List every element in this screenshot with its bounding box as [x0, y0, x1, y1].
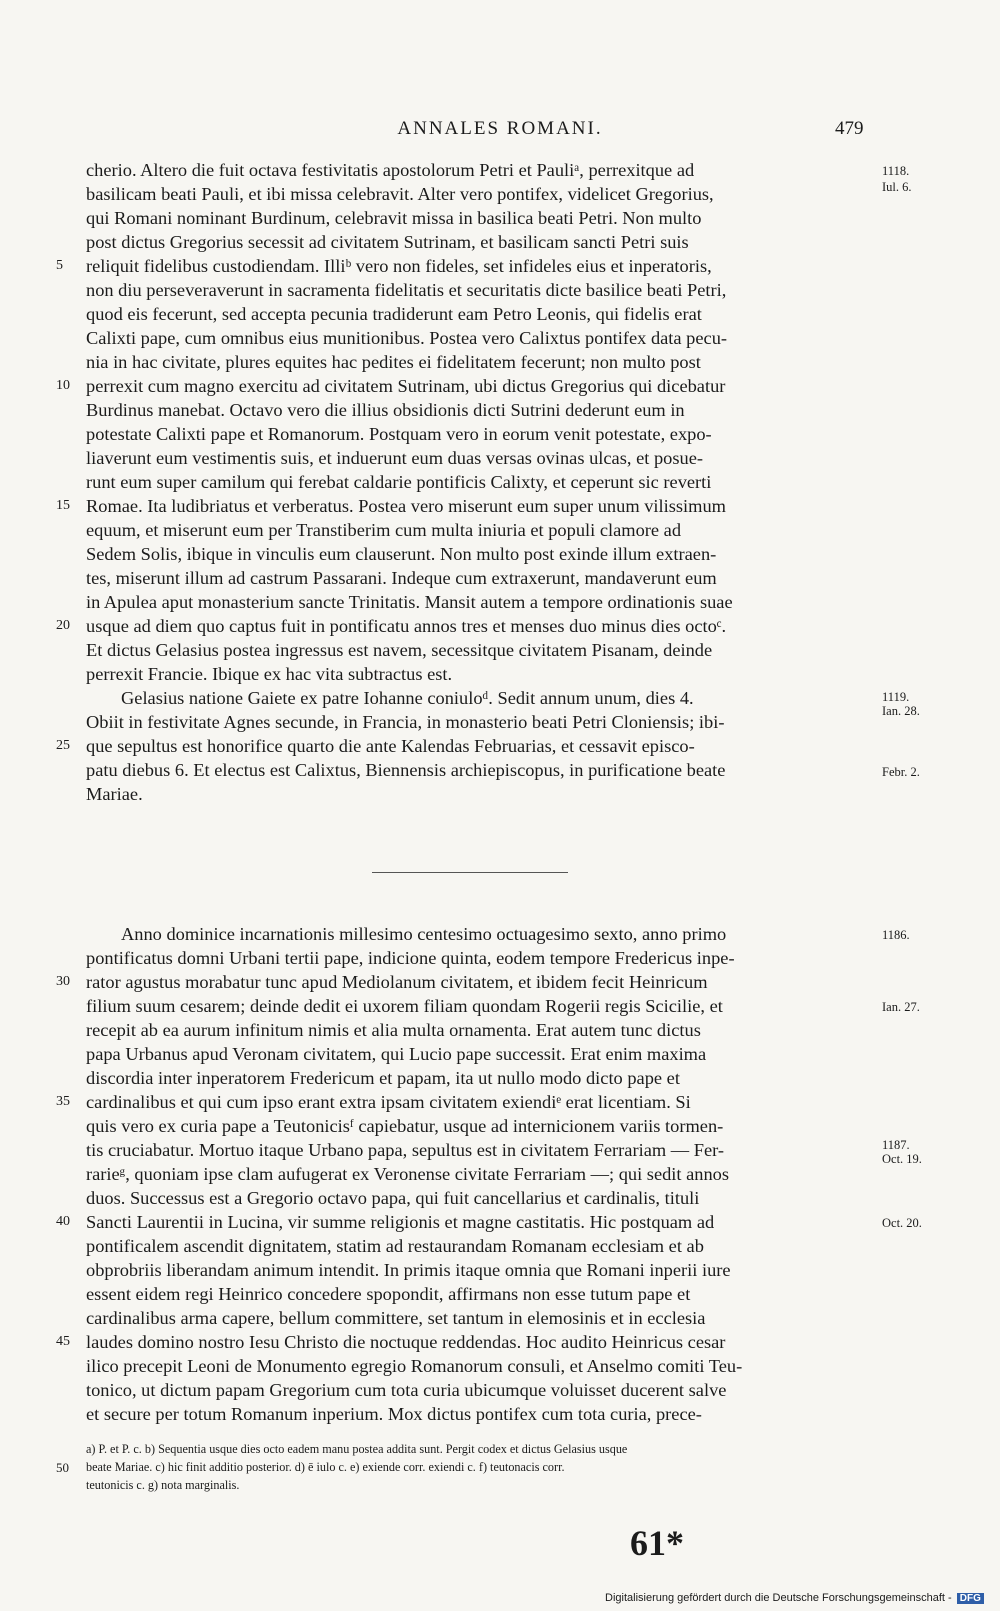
footnote-line-number: 50 — [56, 1460, 69, 1475]
text-line: cardinalibus arma capere, bellum committere, set tantum in elemosinis et in ecclesia — [86, 1308, 706, 1328]
text-line: nia in hac civitate, plures equites hac pedites ei fidelitatem fecerunt; non multo post — [86, 352, 701, 372]
line-number: 30 — [56, 974, 70, 989]
text-line: perrexit cum magno exercitu ad civitatem Sutrinam, ubi dictus Gregorius qui dicebatur — [86, 376, 726, 396]
text-line: duos. Successus est a Gregorio octavo papa, qui fuit cancellarius et cardinalis, tituli — [86, 1188, 700, 1208]
line-number: 10 — [56, 378, 70, 393]
text-line: et secure per totum Romanum inperium. Mox dictus pontifex cum tota curia, prece- — [86, 1404, 702, 1424]
margin-note: Oct. 20. — [882, 1216, 922, 1230]
running-title: ANNALES ROMANI. — [397, 118, 603, 139]
footnote-line: a) P. et P. c. b) Sequentia usque dies octo eadem manu postea addita sunt. Pergit codex et dictus Gelasius usque — [86, 1442, 628, 1456]
text-line: Obiit in festivitate Agnes secunde, in Francia, in monasterio beati Petri Cloniensis; ibi- — [86, 712, 725, 732]
text-line: obprobriis liberandam animum intendit. In primis itaque omnia que Romani inperii iure — [86, 1260, 731, 1280]
section-divider — [372, 872, 568, 873]
text-line: essent eidem regi Heinrico concedere spopondit, affirmans non esse tutum pape et — [86, 1284, 691, 1304]
line-number: 15 — [56, 498, 70, 513]
dfg-logo: DFG — [957, 1593, 984, 1604]
text-line: laudes domino nostro Iesu Christo die noctuque reddendas. Hoc audito Heinricus cesar — [86, 1332, 726, 1352]
text-line: Sancti Laurentii in Lucina, vir summe religionis et magne castitatis. Hic postquam ad — [86, 1212, 715, 1232]
line-number: 25 — [56, 738, 70, 753]
text-line: cardinalibus et qui cum ipso erant extra ipsam civitatem exiendiᵉ erat licentiam. Si — [86, 1092, 691, 1112]
margin-note: 1119. — [882, 690, 910, 704]
text-line: papa Urbanus apud Veronam civitatem, qui Lucio pape successit. Erat enim maxima — [86, 1044, 707, 1064]
text-line: in Apulea aput monasterium sancte Trinitatis. Mansit autem a tempore ordinationis suae — [86, 592, 733, 612]
margin-note: 1118. — [882, 164, 910, 178]
dfg-credit-text: Digitalisierung gefördert durch die Deutsche Forschungsgemeinschaft - — [605, 1592, 952, 1604]
text-line: runt eum super camilum qui ferebat caldarie pontificis Calixty, et ceperunt sic reverti — [86, 472, 712, 492]
text-line: recepit ab ea aurum infinitum nimis et alia multa ornamenta. Erat autem tunc dictus — [86, 1020, 701, 1040]
text-line: non diu perseveraverunt in sacramenta fidelitatis et securitatis dicte basilice beati Petri, — [86, 280, 727, 300]
text-line: que sepultus est honorifice quarto die ante Kalendas Februarias, et cessavit episco- — [86, 736, 695, 756]
text-line: pontificatus domni Urbani tertii pape, indicione quinta, eodem tempore Fredericus inpe- — [86, 948, 735, 968]
text-line: Calixti pape, cum omnibus eius munitionibus. Postea vero Calixtus pontifex data pecu- — [86, 328, 728, 348]
text-line: Romae. Ita ludibriatus et verberatus. Postea vero miserunt eum super unum vilissimum — [86, 496, 726, 516]
text-line: Sedem Solis, ibique in vinculis eum clauserunt. Non multo post exinde illum extraen- — [86, 544, 717, 564]
page-header — [0, 118, 1000, 144]
margin-note: 1186. — [882, 928, 910, 942]
line-number: 35 — [56, 1094, 70, 1109]
signature-mark: 61* — [630, 1523, 684, 1563]
text-line: Burdinus manebat. Octavo vero die illius obsidionis dicti Sutrini dederunt eum in — [86, 400, 685, 420]
text-line: reliquit fidelibus custodiendam. Illiᵇ vero non fideles, set infideles eius et inperatoris, — [86, 256, 712, 276]
text-line: potestate Calixti pape et Romanorum. Postquam vero in eorum venit potestate, expo- — [86, 424, 712, 444]
margin-note: Iul. 6. — [882, 180, 912, 194]
text-line: filium suum cesarem; deinde dedit ei uxorem filiam quondam Rogerii regis Scicilie, et — [86, 996, 723, 1016]
margin-note: 1187. — [882, 1138, 910, 1152]
margin-note: Ian. 28. — [882, 704, 920, 718]
line-number: 45 — [56, 1334, 70, 1349]
footnote-line: beate Mariae. c) hic finit additio posterior. d) ē iulo c. e) exiende corr. exiendi c. f) teutonacis corr. — [86, 1460, 565, 1474]
margin-note: Ian. 27. — [882, 1000, 920, 1014]
text-line: post dictus Gregorius secessit ad civitatem Sutrinam, et basilicam sancti Petri suis — [86, 232, 689, 252]
text-line: Anno dominice incarnationis millesimo centesimo octuagesimo sexto, anno primo — [121, 924, 727, 944]
page-number: 479 — [835, 118, 864, 139]
text-line: equum, et miserunt eum per Transtiberim cum multa iniuria et populi clamore ad — [86, 520, 682, 540]
text-line: quod eis fecerunt, sed accepta pecunia tradiderunt eam Petro Leonis, qui fidelis erat — [86, 304, 702, 324]
margin-note: Febr. 2. — [882, 765, 920, 779]
text-line: pontificalem ascendit dignitatem, statim ad restaurandam Romanam ecclesiam et ab — [86, 1236, 704, 1256]
text-line: rarieᵍ, quoniam ipse clam aufugerat ex Veronense civitate Ferrariam —; qui sedit annos — [86, 1164, 730, 1184]
text-line: tonico, ut dictum papam Gregorium cum tota curia ubicumque voluisset ducerent salve — [86, 1380, 727, 1400]
text-line: tes, miserunt illum ad castrum Passarani. Indeque cum extraxerunt, mandaverunt eum — [86, 568, 717, 588]
text-line: usque ad diem quo captus fuit in pontificatu annos tres et menses duo minus dies octoᶜ. — [86, 616, 727, 636]
line-number: 40 — [56, 1214, 70, 1229]
dfg-credit — [605, 1592, 984, 1604]
text-line: tis cruciabatur. Mortuo itaque Urbano papa, sepultus est in civitatem Ferrariam — Fer- — [86, 1140, 725, 1160]
text-line: Gelasius natione Gaiete ex patre Iohanne coniuloᵈ. Sedit annum unum, dies 4. — [121, 688, 694, 708]
text-line: cherio. Altero die fuit octava festivitatis apostolorum Petri et Pauliᵃ, perrexitque ad — [86, 160, 695, 180]
margin-note: Oct. 19. — [882, 1152, 922, 1166]
text-line: perrexit Francie. Ibique ex hac vita subtractus est. — [86, 664, 453, 684]
text-line: patu diebus 6. Et electus est Calixtus, Biennensis archiepiscopus, in purificatione beate — [86, 760, 726, 780]
text-line: basilicam beati Pauli, et ibi missa celebravit. Alter vero pontifex, videlicet Gregorius, — [86, 184, 714, 204]
text-line: Mariae. — [86, 784, 143, 804]
line-number: 5 — [56, 258, 63, 273]
text-line: qui Romani nominant Burdinum, celebravit missa in basilica beati Petri. Non multo — [86, 208, 702, 228]
text-line: quis vero ex curia pape a Teutonicisᶠ capiebatur, usque ad internicionem variis tormen- — [86, 1116, 724, 1136]
line-number: 20 — [56, 618, 70, 633]
text-line: Et dictus Gelasius postea ingressus est navem, secessitque civitatem Pisanam, deinde — [86, 640, 713, 660]
text-line: ilico precepit Leoni de Monumento egregio Romanorum consuli, et Anselmo comiti Teu- — [86, 1356, 743, 1376]
text-line: discordia inter inperatorem Fredericum et papam, ita ut nullo modo dicto pape et — [86, 1068, 680, 1088]
text-line: rator agustus morabatur tunc apud Mediolanum civitatem, et ibidem fecit Heinricum — [86, 972, 708, 992]
footnote-line: teutonicis c. g) nota marginalis. — [86, 1478, 240, 1492]
text-line: liaverunt eum vestimentis suis, et induerunt eum duas versas ovinas ulcas, et posue- — [86, 448, 703, 468]
